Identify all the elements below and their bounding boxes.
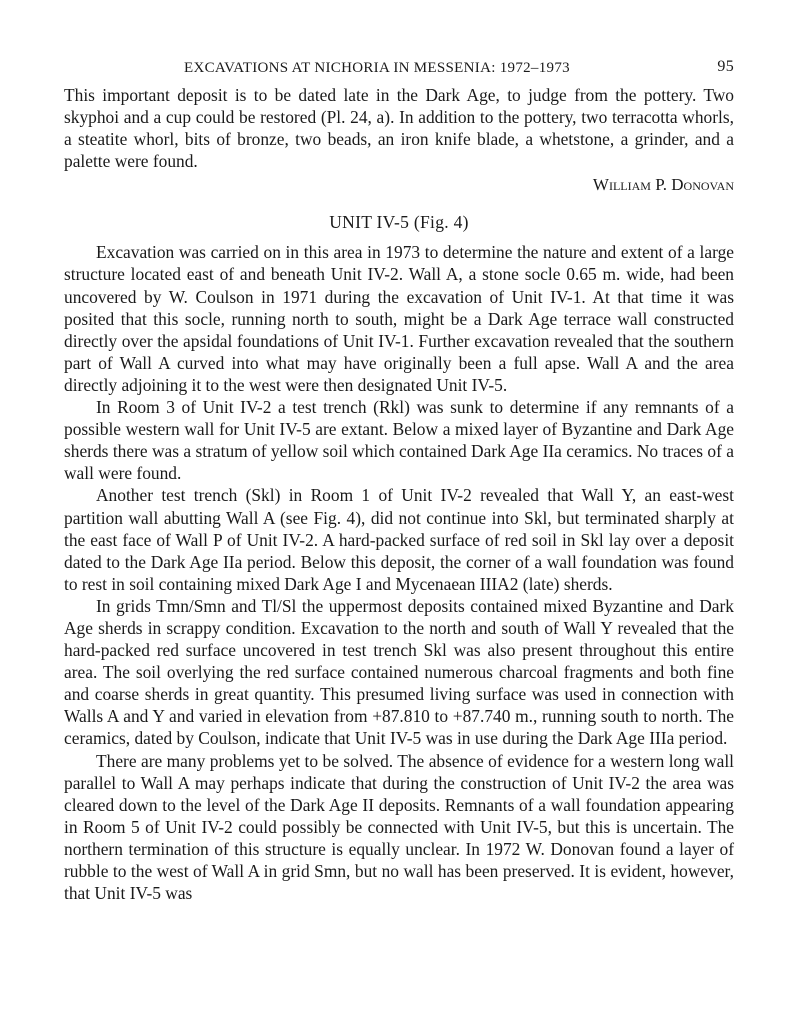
paragraph: In Room 3 of Unit IV-2 a test trench (Rkl) was sunk to determine if any remnants of a possible western wall for Unit IV-5 are extant. Below a mixed layer of Byzantine and Dark Age sherds there was a stratum of yellow soil which contained Dark Age IIa ceramics. No traces of a wall were found. — [64, 397, 734, 484]
paragraph: Another test trench (Skl) in Room 1 of Unit IV-2 revealed that Wall Y, an east-west partition wall abutting Wall A (see Fig. 4), did not continue into Skl, but terminated sharply at the east face of Wall P of Unit IV-2. A hard-packed surface of red soil in Skl lay over a deposit dated to the Dark Age IIa period. Below this deposit, the corner of a wall foundation was found to rest in soil containing mixed Dark Age I and Mycenaean IIIA2 (late) sherds. — [64, 485, 734, 594]
paragraph: Excavation was carried on in this area in 1973 to determine the nature and extent of a large structure located east of and beneath Unit IV-2. Wall A, a stone socle 0.65 m. wide, had been uncovered by W. Coulson in 1971 during the excavation of Unit IV-1. At that time it was posited that this socle, running north to south, might be a Dark Age terrace wall constructed directly over the apsidal foundations of Unit IV-1. Further excavation revealed that the southern part of Wall A curved into what may have originally been a full apse. Wall A and the area directly adjoining it to the west were then designated Unit IV-5. — [64, 242, 734, 395]
paragraph: There are many problems yet to be solved. The absence of evidence for a western long wall parallel to Wall A may perhaps indicate that during the construction of Unit IV-2 the area was cleared down to the level of the Dark Age II deposits. Remnants of a wall foundation appearing in Room 5 of Unit IV-2 could possibly be connected with Unit IV-5, but this is uncertain. The northern termination of this structure is equally unclear. In 1972 W. Donovan found a layer of rubble to the west of Wall A in grid Smn, but no wall has been preserved. It is evident, however, that Unit IV-5 was — [64, 750, 734, 904]
author-signature: William P. Donovan — [592, 175, 734, 195]
running-title: EXCAVATIONS AT NICHORIA IN MESSENIA: 1972–1973 — [184, 60, 570, 76]
page-number: 95 — [717, 58, 734, 75]
body-text — [64, 84, 734, 904]
page — [64, 58, 734, 904]
intro-paragraph: This important deposit is to be dated late in the Dark Age, to judge from the pottery. Two skyphoi and a cup could be restored (Pl. 24, a). In addition to the pottery, two terracotta whorls, a steatite whorl, bits of bronze, two beads, an iron knife blade, a whetstone, a grinder, and a palette were found. — [64, 85, 734, 172]
section-heading: UNIT IV-5 (Fig. 4) — [329, 212, 469, 233]
paragraph: In grids Tmn/Smn and Tl/Sl the uppermost deposits contained mixed Byzantine and Dark Age sherds in scrappy condition. Excavation to the north and south of Wall Y revealed that the hard-packed red surface uncovered in test trench Skl was also present throughout this entire area. The soil overlying the red surface contained numerous charcoal fragments and both fine and coarse sherds in great quantity. This presumed living surface was used in connection with Walls A and Y and varied in elevation from +87.810 to +87.740 m., running south to north. The ceramics, dated by Coulson, indicate that Unit IV-5 was in use during the Dark Age IIIa period. — [64, 595, 734, 749]
running-head — [64, 58, 734, 84]
